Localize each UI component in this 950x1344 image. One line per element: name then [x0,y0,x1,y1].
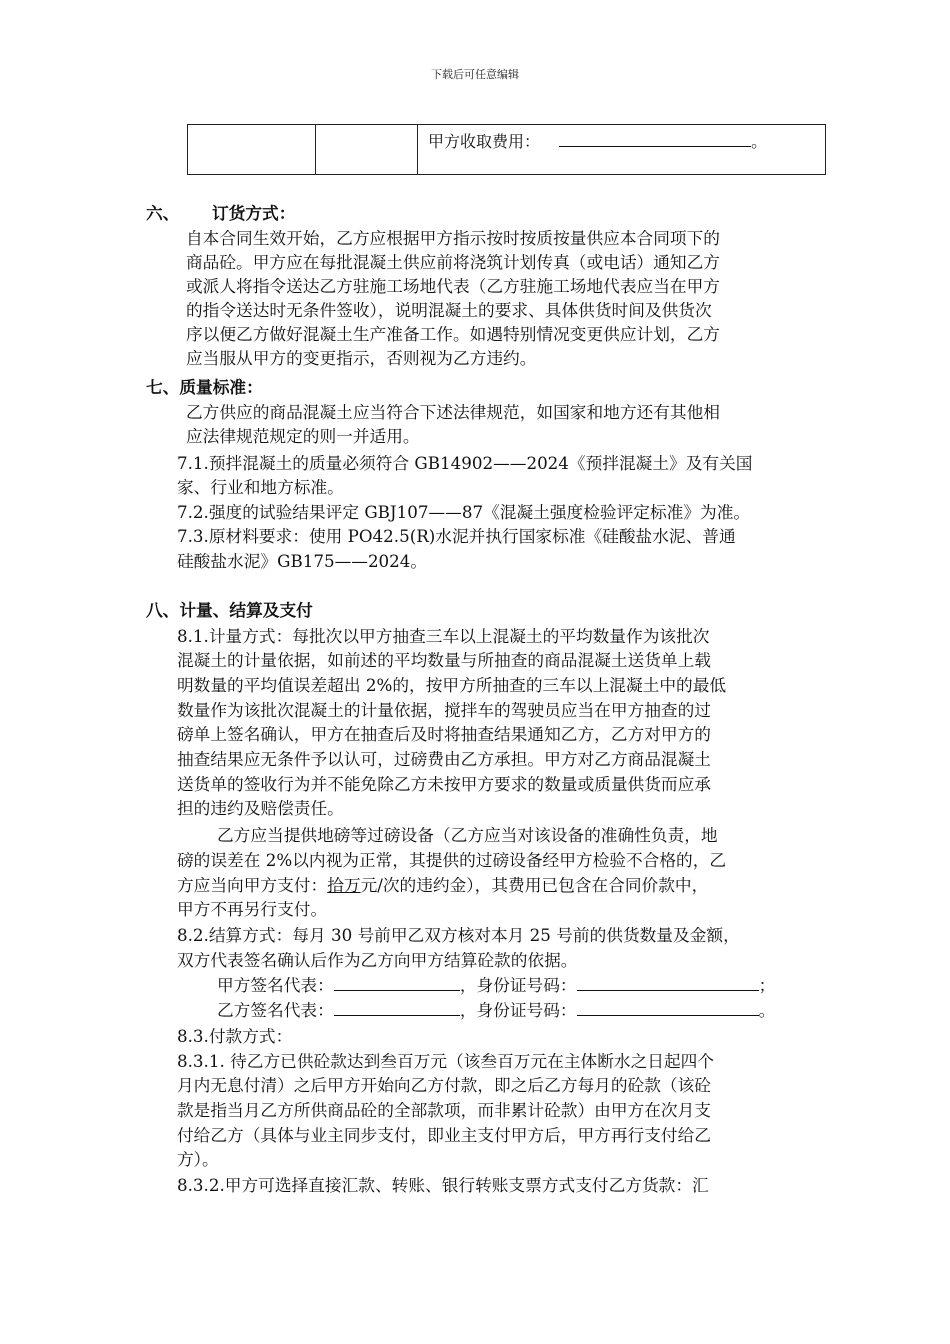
section8-p2-line [177,873,708,897]
section8-p4-line: 8.3.1. 待乙方已供砼款达到叁百万元（该叁百万元在主体断水之日起四个 [177,1051,715,1071]
fee-table-cell-3 [418,125,826,175]
fee-blank[interactable] [559,129,751,147]
fee-end: 。 [751,132,768,151]
sign-a-id-blank[interactable] [577,973,759,991]
section8-p4-line: 方）。 [177,1149,219,1169]
section6-line: 序以便乙方做好混凝土生产准备工作。如遇特别情况变更供应计划，乙方 [186,324,720,344]
section8-p2-line: 甲方不再另行支付。 [177,899,328,919]
penalty-amount: 拾万 [327,875,361,895]
section6-line: 自本合同生效开始，乙方应根据甲方指示按时按质按量供应本合同项下的 [186,228,720,248]
sign-a-id-label: ，身份证号码： [459,975,577,995]
section7-line: 7.1.预拌混凝土的质量必须符合 GB14902——2024《预拌混凝土》及有关国 [177,453,753,473]
section8-p3-line: 双方代表签名确认后作为乙方向甲方结算砼款的依据。 [177,950,578,970]
section8-p1-line: 明数量的平均值误差超出 2%的，按甲方所抽查的三车以上混凝土中的最低 [177,675,727,695]
sign-a-label: 甲方签名代表： [217,975,334,995]
sign-b-id-blank[interactable] [577,998,759,1016]
section8-p1-line: 数量作为该批次混凝土的计量依据，搅拌车的驾驶员应当在甲方抽查的过 [177,700,711,720]
fee-label: 甲方收取费用： [428,132,541,151]
section6-title: 订货方式： [212,203,296,223]
section7-line: 乙方供应的商品混凝土应当符合下述法律规范，如国家和地方还有其他相 [186,402,720,422]
payment-title: 8.3.付款方式： [177,1026,293,1046]
sign-b-name-blank[interactable] [334,998,460,1016]
section6-line: 或派人将指令送达乙方驻施工场地代表（乙方驻施工场地代表应当在甲方 [186,276,720,296]
section6-line: 应当服从甲方的变更指示，否则视为乙方违约。 [186,348,537,368]
sign-b-end: 。 [758,1000,776,1020]
section8-p1-line: 磅单上签名确认，甲方在抽查后及时将抽查结果通知乙方，乙方对甲方的 [177,724,711,744]
section7-line: 应法律规范规定的则一并适用。 [186,426,420,446]
section6-line: 商品砼。甲方应在每批混凝土供应前将浇筑计划传真（或电话）通知乙方 [186,252,720,272]
section8-p2-line: 乙方应当提供地磅等过磅设备（乙方应当对该设备的准确性负责，地 [217,825,718,845]
fee-table-cell-2 [316,125,418,175]
section6-number: 六、 [146,203,180,223]
sign-a-end: ； [758,975,776,995]
section8-p4-line: 月内无息付清）之后甲方开始向乙方付款，即之后乙方每月的砼款（该砼 [177,1075,711,1095]
section7-title: 七、质量标准： [146,377,263,397]
section8-p2-line: 磅的误差在 2%以内视为正常，其提供的过磅设备经甲方检验不合格的，乙 [177,850,727,870]
penalty-text-post: 元/次的违约金），其费用已包含在合同价款中， [360,875,709,895]
section8-p3-line: 8.2.结算方式：每月 30 号前甲乙双方核对本月 25 号前的供货数量及金额， [177,925,740,945]
sign-row-party-b [217,998,775,1022]
section8-p1-line: 抽查结果应无条件予以认可，过磅费由乙方承担。甲方对乙方商品混凝土 [177,749,711,769]
fee-table-cell-1 [188,125,316,175]
section7-line: 7.3.原材料要求：使用 PO42.5(R)水泥并执行国家标准《硅酸盐水泥、普通 [177,526,736,546]
section7-line: 7.2.强度的试验结果评定 GBJ107——87《混凝土强度检验评定标准》为准。 [177,502,751,522]
section8-p4-line: 款是指当月乙方所供商品砼的全部款项，而非累计砼款）由甲方在次月支 [177,1100,711,1120]
section8-title: 八、计量、结算及支付 [146,600,313,620]
sign-b-label: 乙方签名代表： [217,1000,334,1020]
sign-b-id-label: ，身份证号码： [459,1000,577,1020]
fee-table [187,124,826,175]
penalty-text-pre: 方应当向甲方支付： [177,875,328,895]
section8-p4-line: 付给乙方（具体与业主同步支付，即业主支付甲方后，甲方再行支付给乙 [177,1125,711,1145]
sign-row-party-a [217,973,775,997]
section7-line: 硅酸盐水泥》GB175——2024。 [177,551,428,571]
sign-a-name-blank[interactable] [334,973,460,991]
page-header-note: 下载后可任意编辑 [431,68,519,81]
section6-line: 的指令送达时无条件签收），说明混凝土的要求、具体供货时间及供货次 [186,300,712,320]
section8-p4-line: 8.3.2.甲方可选择直接汇款、转账、银行转账支票方式支付乙方货款：汇 [177,1175,709,1195]
section8-p1-line: 混凝土的计量依据，如前述的平均数量与所抽查的商品混凝土送货单上载 [177,650,711,670]
section8-p1-line: 担的违约及赔偿责任。 [177,798,344,818]
section8-p1-line: 送货单的签收行为并不能免除乙方未按甲方要求的数量或质量供货而应承 [177,774,711,794]
section8-p1-line: 8.1.计量方式：每批次以甲方抽查三车以上混凝土的平均数量作为该批次 [177,626,710,646]
section7-line: 家、行业和地方标准。 [177,477,344,497]
